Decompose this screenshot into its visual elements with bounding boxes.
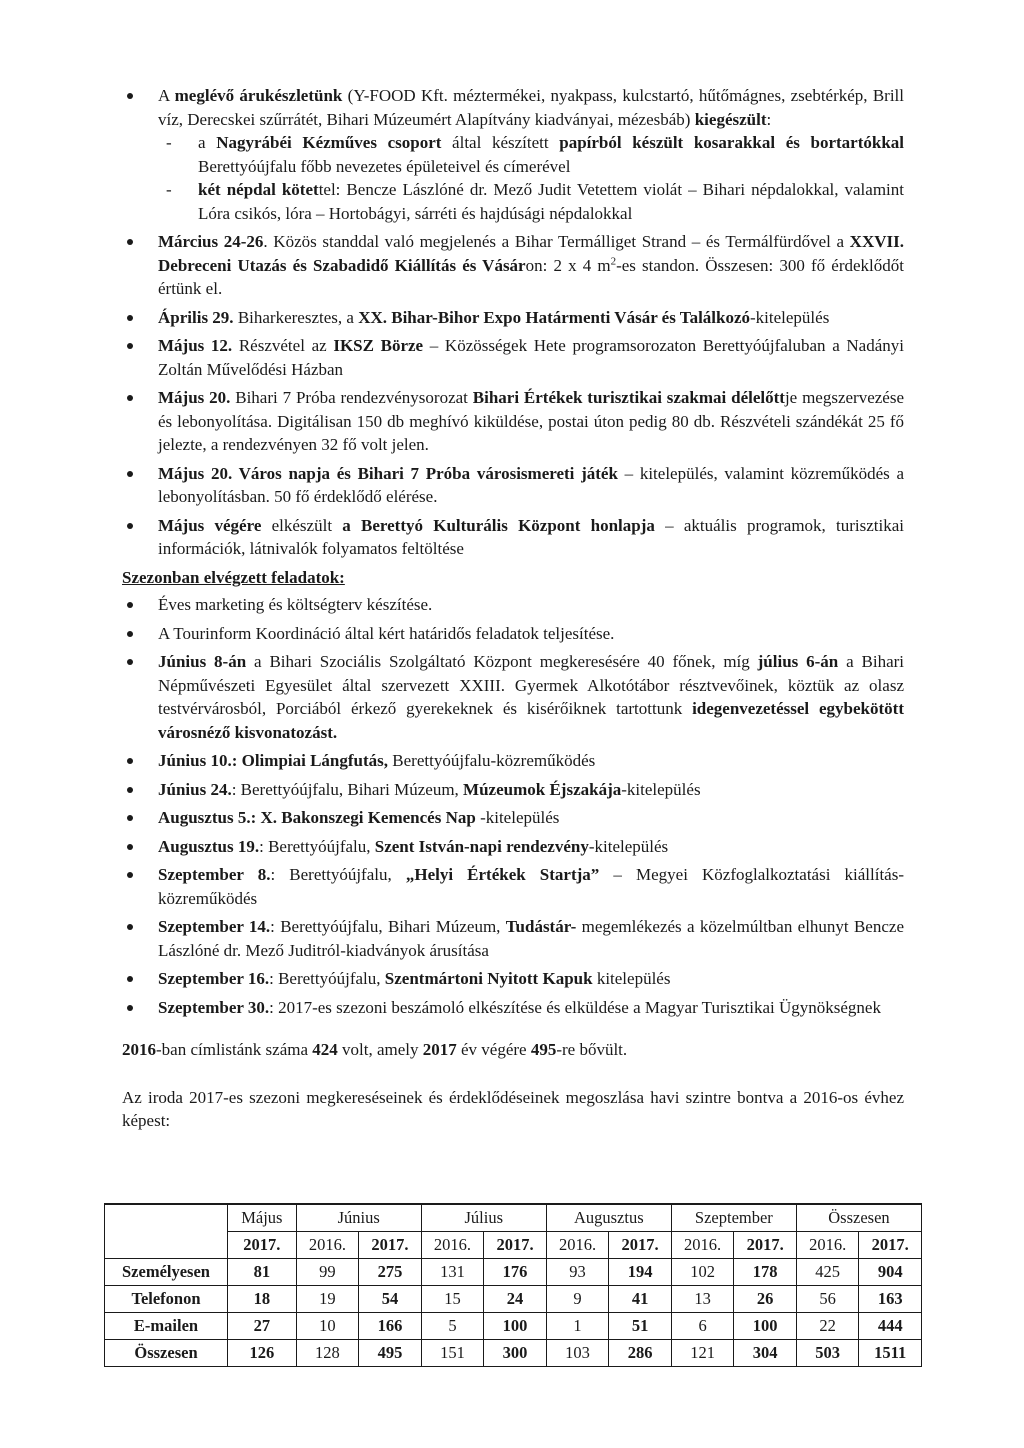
section-heading: Szezonban elvégzett feladatok: bbox=[122, 567, 345, 587]
table-cell: 163 bbox=[859, 1286, 922, 1313]
table-cell: 103 bbox=[546, 1340, 609, 1367]
table-cell: 194 bbox=[609, 1259, 672, 1286]
list-item: A Tourinform Koordináció által kért határidős feladatok teljesítése. bbox=[122, 622, 904, 646]
year-header: 2016. bbox=[671, 1232, 734, 1259]
table-year-header-row bbox=[105, 1232, 922, 1259]
row-label: Személyesen bbox=[105, 1259, 228, 1286]
list-item: Június 8-án a Bihari Szociális Szolgáltató Központ megkeresésére 40 főnek, míg július 6-án a Bihari Népművészeti Egyesület által szervezett XXIII. Gyermek Alkotótábor résztvevőinek, köztük az olasz testvérvárosból, Porciából érkező gyerekeknek és kisérőiknek tartottunk idegenvezetéssel egybekötött városnéző kisvonatozást. bbox=[122, 650, 904, 744]
table-cell: 275 bbox=[359, 1259, 422, 1286]
task-list bbox=[122, 593, 904, 1019]
year-header: 2016. bbox=[296, 1232, 359, 1259]
mailing-list-summary: 2016-ban címlistánk száma 424 volt, amely 2017 év végére 495-re bővült. bbox=[122, 1040, 628, 1059]
table-cell: 444 bbox=[859, 1313, 922, 1340]
list-item: Március 24-26. Közös standdal való megjelenés a Bihar Termálliget Strand – és Termálfürdővel a XXVII. Debreceni Utazás és Szabadidő Kiállítás és Vásáron: 2 x 4 $m^2-es$ standon. Összesen: 300 fő érdeklődőt értünk el. bbox=[122, 230, 904, 301]
month-header: Július bbox=[421, 1204, 546, 1232]
table-cell: 503 bbox=[796, 1340, 859, 1367]
table-cell: 1511 bbox=[859, 1340, 922, 1367]
list-item: Szeptember 8.: Berettyóújfalu, „Helyi Értékek Startja” – Megyei Közfoglalkoztatási kiállítás- közreműködés bbox=[122, 863, 904, 910]
table-cell: 304 bbox=[734, 1340, 797, 1367]
table-row bbox=[105, 1286, 922, 1313]
table-cell: 1 bbox=[546, 1313, 609, 1340]
list-item: Június 10.: Olimpiai Lángfutás, Berettyóújfalu-közreműködés bbox=[122, 749, 904, 773]
month-header: Szeptember bbox=[671, 1204, 796, 1232]
table-cell: 10 bbox=[296, 1313, 359, 1340]
inquiries-table bbox=[104, 1203, 922, 1367]
table-row bbox=[105, 1313, 922, 1340]
sub-list-item: - a Nagyrábéi Kézműves csoport által készített papírból készült kosarakkal és bortartókkal Berettyóújfalu főbb nevezetes épületeivel és címerével bbox=[158, 131, 904, 178]
table-cell: 41 bbox=[609, 1286, 672, 1313]
table-cell: 99 bbox=[296, 1259, 359, 1286]
table-cell: 128 bbox=[296, 1340, 359, 1367]
year-header: 2016. bbox=[546, 1232, 609, 1259]
list-item: A meglévő árukészletünk (Y-FOOD Kft. méztermékei, nyakpass, kulcstartó, hűtőmágnes, zsebtérkép, Brill víz, Derecskei szűrrátét, Bihari Múzeumért Alapítvány kiadványai, mézesbáb) kiegészült: - a Nagyrábéi Kézműves csoport által készített papírból készült kosarakkal és bortartókkal Berettyóújfalu főbb nevezetes épületeivel és címerével - két népdal kötettel: Bencze Lászlóné dr. Mező Judit Vetettem violát – Bihari népdalokkal, valamint Lóra csikós, lóra – Hortobágyi, sárréti és hajdúsági népdalokkal bbox=[122, 84, 904, 225]
row-label: Telefonon bbox=[105, 1286, 228, 1313]
list-item: Szeptember 16.: Berettyóújfalu, Szentmártoni Nyitott Kapuk kitelepülés bbox=[122, 967, 904, 991]
year-header: 2017. bbox=[228, 1232, 297, 1259]
month-header: Június bbox=[296, 1204, 421, 1232]
table-row bbox=[105, 1259, 922, 1286]
list-item: Éves marketing és költségterv készítése. bbox=[122, 593, 904, 617]
table-cell: 102 bbox=[671, 1259, 734, 1286]
table-cell: 300 bbox=[484, 1340, 547, 1367]
list-item: Április 29. Biharkeresztes, a XX. Bihar-Bihor Expo Határmenti Vásár és Találkozó-kitelepülés bbox=[122, 306, 904, 330]
list-item: Június 24.: Berettyóújfalu, Bihari Múzeum, Múzeumok Éjszakája-kitelepülés bbox=[122, 778, 904, 802]
table-cell: 904 bbox=[859, 1259, 922, 1286]
table-cell: 9 bbox=[546, 1286, 609, 1313]
sub-list-item: - két népdal kötettel: Bencze Lászlóné dr. Mező Judit Vetettem violát – Bihari népdalokkal, valamint Lóra csikós, lóra – Hortobágyi, sárréti és hajdúsági népdalokkal bbox=[158, 178, 904, 225]
year-header: 2017. bbox=[609, 1232, 672, 1259]
table-cell: 51 bbox=[609, 1313, 672, 1340]
table-row bbox=[105, 1340, 922, 1367]
table-cell: 13 bbox=[671, 1286, 734, 1313]
list-item: Szeptember 14.: Berettyóújfalu, Bihari Múzeum, Tudástár- megemlékezés a közelmúltban elhunyt Bencze Lászlóné dr. Mező Juditról-kiadványok árusítása bbox=[122, 915, 904, 962]
table-cell: 100 bbox=[484, 1313, 547, 1340]
list-item: Május 12. Részvétel az IKSZ Börze – Közösségek Hete programsorozaton Berettyóújfaluban a Nadányi Zoltán Művelődési Házban bbox=[122, 334, 904, 381]
list-item: Május végére elkészült a Berettyó Kulturális Központ honlapja – aktuális programok, turisztikai információk, látnivalók folyamatos feltöltése bbox=[122, 514, 904, 561]
table-cell: 178 bbox=[734, 1259, 797, 1286]
sub-list bbox=[158, 131, 904, 225]
month-header: Augusztus bbox=[546, 1204, 671, 1232]
table-cell: 54 bbox=[359, 1286, 422, 1313]
row-label: Összesen bbox=[105, 1340, 228, 1367]
table-cell: 166 bbox=[359, 1313, 422, 1340]
table-cell: 24 bbox=[484, 1286, 547, 1313]
month-header: Május bbox=[228, 1204, 297, 1232]
table-cell: 5 bbox=[421, 1313, 484, 1340]
table-cell: 176 bbox=[484, 1259, 547, 1286]
document-page bbox=[122, 84, 904, 1133]
year-header: 2016. bbox=[421, 1232, 484, 1259]
table-intro: Az iroda 2017-es szezoni megkereséseinek és érdeklődéseinek megoszlása havi szintre bontva a 2016-os évhez képest: bbox=[122, 1087, 904, 1130]
list-item: Augusztus 19.: Berettyóújfalu, Szent István-napi rendezvény-kitelepülés bbox=[122, 835, 904, 859]
table-corner-cell bbox=[105, 1204, 228, 1259]
table-cell: 93 bbox=[546, 1259, 609, 1286]
event-list bbox=[122, 84, 904, 561]
year-header: 2017. bbox=[359, 1232, 422, 1259]
table-cell: 286 bbox=[609, 1340, 672, 1367]
table-cell: 19 bbox=[296, 1286, 359, 1313]
list-item: Augusztus 5.: X. Bakonszegi Kemencés Nap -kitelepülés bbox=[122, 806, 904, 830]
table-cell: 121 bbox=[671, 1340, 734, 1367]
list-item: Május 20. Város napja és Bihari 7 Próba városismereti játék – kitelepülés, valamint közreműködés a lebonyolításban. 50 fő érdeklődő elérése. bbox=[122, 462, 904, 509]
month-header: Összesen bbox=[796, 1204, 921, 1232]
row-label: E-mailen bbox=[105, 1313, 228, 1340]
table-month-header-row bbox=[105, 1204, 922, 1232]
table-cell: 22 bbox=[796, 1313, 859, 1340]
table-cell: 6 bbox=[671, 1313, 734, 1340]
table-cell: 126 bbox=[228, 1340, 297, 1367]
table-cell: 27 bbox=[228, 1313, 297, 1340]
table-cell: 18 bbox=[228, 1286, 297, 1313]
table-cell: 100 bbox=[734, 1313, 797, 1340]
table-cell: 81 bbox=[228, 1259, 297, 1286]
year-header: 2016. bbox=[796, 1232, 859, 1259]
table-cell: 56 bbox=[796, 1286, 859, 1313]
table-cell: 425 bbox=[796, 1259, 859, 1286]
year-header: 2017. bbox=[484, 1232, 547, 1259]
year-header: 2017. bbox=[859, 1232, 922, 1259]
table-cell: 15 bbox=[421, 1286, 484, 1313]
table-cell: 151 bbox=[421, 1340, 484, 1367]
year-header: 2017. bbox=[734, 1232, 797, 1259]
table-cell: 131 bbox=[421, 1259, 484, 1286]
list-item: Szeptember 30.: 2017-es szezoni beszámoló elkészítése és elküldése a Magyar Turisztikai Ügynökségnek bbox=[122, 996, 904, 1020]
table-cell: 26 bbox=[734, 1286, 797, 1313]
list-item: Május 20. Bihari 7 Próba rendezvénysorozat Bihari Értékek turisztikai szakmai délelőttje megszervezése és lebonyolítása. Digitálisan 150 db meghívó kiküldése, postai úton pedig 80 db. Részvételi szándékát 25 fő jelezte, a rendezvényen 32 fő volt jelen. bbox=[122, 386, 904, 457]
table-cell: 495 bbox=[359, 1340, 422, 1367]
